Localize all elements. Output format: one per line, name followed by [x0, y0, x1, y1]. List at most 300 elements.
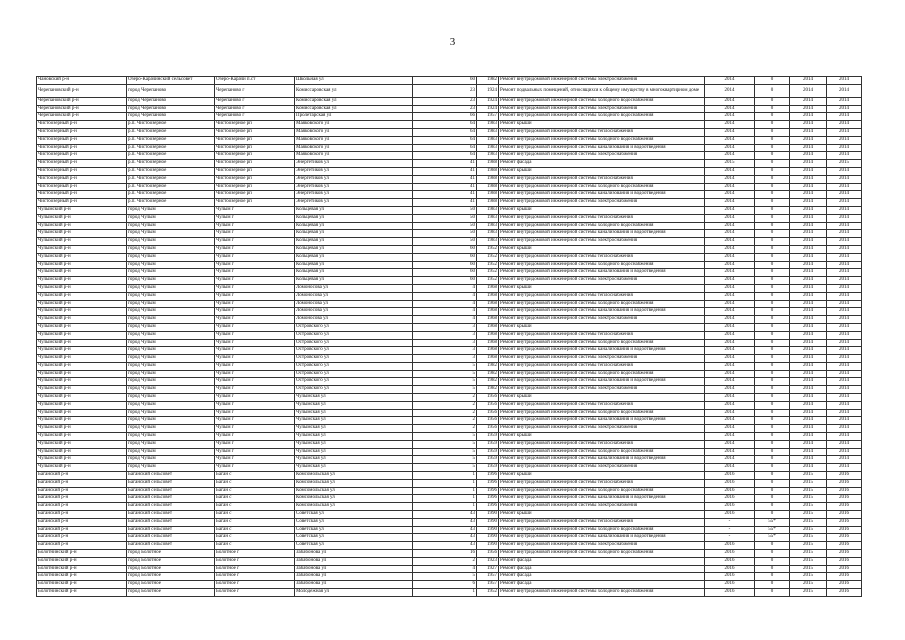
year-start-cell: 2014	[790, 433, 827, 441]
district-cell: Болотнинский р-н	[37, 557, 127, 565]
municipality-cell: город Черепаново	[127, 105, 215, 113]
year-built-cell: 1988	[477, 160, 499, 168]
work-type-cell: Ремонт внутридомовой инженерной системы холодного водоснабжения	[499, 370, 705, 378]
street-cell: Пролетарская ул	[295, 113, 413, 121]
cost-cell: 0	[755, 511, 790, 519]
locality-cell: Чистоозерное рп	[215, 136, 295, 144]
cost-cell: 0	[755, 97, 790, 105]
house-number-cell: 5	[413, 362, 477, 370]
cost-cell: 0	[755, 308, 790, 316]
year-built-cell: 1990	[477, 542, 499, 550]
municipality-cell: город Черепаново	[127, 97, 215, 105]
locality-cell: Чулым г	[215, 355, 295, 363]
year-end-cell: 2014	[827, 386, 862, 394]
year-built-cell: 1988	[477, 191, 499, 199]
year-start-cell: 2015	[790, 550, 827, 558]
year-built-cell: 1996	[477, 472, 499, 480]
year-end-cell: 2014	[827, 308, 862, 316]
house-number-cell: 3	[413, 339, 477, 347]
year-end-cell: 2014	[827, 167, 862, 175]
district-cell: Чулымский р-н	[37, 206, 127, 214]
locality-cell: Баган с	[215, 487, 295, 495]
year-start-cell: 2015	[790, 542, 827, 550]
house-number-cell: 64	[413, 136, 477, 144]
deadline-cell: 2014	[705, 409, 755, 417]
table-row	[37, 261, 862, 269]
year-built-cell: 1959	[477, 433, 499, 441]
deadline-cell: 2014	[705, 144, 755, 152]
year-end-cell: 2015	[827, 160, 862, 168]
year-end-cell: 2014	[827, 440, 862, 448]
deadline-cell: 2014	[705, 199, 755, 207]
locality-cell: Чулым г	[215, 378, 295, 386]
year-start-cell: 2014	[790, 417, 827, 425]
house-number-cell: 2	[413, 425, 477, 433]
year-start-cell: 2015	[790, 495, 827, 503]
work-type-cell: Ремонт внутридомовой инженерной системы канализования и водоотведения	[499, 230, 705, 238]
year-built-cell: 1968	[477, 300, 499, 308]
year-start-cell: 2014	[790, 401, 827, 409]
deadline-cell: 2016	[705, 557, 755, 565]
table-row	[37, 206, 862, 214]
house-number-cell: 3	[413, 347, 477, 355]
street-cell: Островского ул	[295, 370, 413, 378]
table-row	[37, 175, 862, 183]
table-row	[37, 589, 862, 597]
year-built-cell: 1957	[477, 113, 499, 121]
deadline-cell: 2014	[705, 386, 755, 394]
street-cell: Молодёжная ул	[295, 589, 413, 597]
district-cell: Баганский р-н	[37, 479, 127, 487]
house-number-cell: 4	[413, 565, 477, 573]
street-cell: Энергетиков ул	[295, 199, 413, 207]
locality-cell: Чулым г	[215, 316, 295, 324]
work-type-cell: Ремонт внутридомовой инженерной системы электроснабжения	[499, 464, 705, 472]
street-cell: Чулымская ул	[295, 464, 413, 472]
locality-cell: Черепаново г	[215, 84, 295, 97]
year-end-cell: 2014	[827, 261, 862, 269]
deadline-cell: 2014	[705, 269, 755, 277]
house-number-cell: 50	[413, 206, 477, 214]
year-end-cell: 2016	[827, 573, 862, 581]
district-cell: Чулымский р-н	[37, 277, 127, 285]
district-cell: Болотнинский р-н	[37, 581, 127, 589]
table-row	[37, 573, 862, 581]
cost-cell: 0	[755, 581, 790, 589]
municipality-cell: город Чулым	[127, 308, 215, 316]
year-start-cell: 2014	[790, 199, 827, 207]
locality-cell: Чулым г	[215, 401, 295, 409]
street-cell: Советская ул	[295, 534, 413, 542]
year-built-cell: 1988	[477, 183, 499, 191]
street-cell: Чулымская ул	[295, 433, 413, 441]
street-cell: Островского ул	[295, 331, 413, 339]
cost-cell: 0	[755, 84, 790, 97]
table-row	[37, 214, 862, 222]
year-start-cell: 2015	[790, 472, 827, 480]
street-cell: Маяковского ул	[295, 152, 413, 160]
district-cell: Чулымский р-н	[37, 308, 127, 316]
locality-cell: Чулым г	[215, 362, 295, 370]
locality-cell: Чулым г	[215, 433, 295, 441]
district-cell: Чулымский р-н	[37, 284, 127, 292]
year-start-cell: 2015	[790, 534, 827, 542]
street-cell: Забабонова ул	[295, 550, 413, 558]
cost-cell: 0	[755, 495, 790, 503]
deadline-cell: 2014	[705, 277, 755, 285]
house-number-cell: 60	[413, 245, 477, 253]
work-type-cell: Ремонт внутридомовой инженерной системы канализования и водоотведения	[499, 495, 705, 503]
deadline-cell: -	[705, 518, 755, 526]
locality-cell: Болотное г	[215, 589, 295, 597]
municipality-cell: город Болотное	[127, 550, 215, 558]
locality-cell: Чулым г	[215, 308, 295, 316]
municipality-cell: р.п. Чистоозерное	[127, 152, 215, 160]
street-cell: Ломоносова ул	[295, 308, 413, 316]
cost-cell: 0	[755, 456, 790, 464]
work-type-cell: Ремонт внутридомовой инженерной системы электроснабжения	[499, 425, 705, 433]
municipality-cell: город Чулым	[127, 230, 215, 238]
table-row	[37, 105, 862, 113]
year-end-cell: 2014	[827, 347, 862, 355]
cost-cell: 0	[755, 183, 790, 191]
year-start-cell: 2014	[790, 355, 827, 363]
district-cell: Чулымский р-н	[37, 214, 127, 222]
work-type-cell: Ремонт внутридомовой инженерной системы электроснабжения	[499, 503, 705, 511]
deadline-cell: 2014	[705, 167, 755, 175]
work-type-cell: Ремонт внутридомовой инженерной системы холодного водоснабжения	[499, 550, 705, 558]
work-type-cell: Ремонт фасада	[499, 160, 705, 168]
street-cell: Чулымская ул	[295, 456, 413, 464]
table-row	[37, 503, 862, 511]
work-type-cell: Ремонт фасада	[499, 581, 705, 589]
table-row	[37, 362, 862, 370]
house-number-cell: 5	[413, 433, 477, 441]
district-cell: Чулымский р-н	[37, 464, 127, 472]
street-cell: Кольцевая ул	[295, 277, 413, 285]
cost-cell: 0	[755, 370, 790, 378]
year-start-cell: 2014	[790, 222, 827, 230]
year-built-cell: 1952	[477, 253, 499, 261]
work-type-cell: Ремонт внутридомовой инженерной системы канализования и водоотведения	[499, 308, 705, 316]
year-start-cell: 2014	[790, 245, 827, 253]
year-start-cell: 2014	[790, 300, 827, 308]
municipality-cell: Баганский сельсовет	[127, 511, 215, 519]
year-start-cell: 2014	[790, 113, 827, 121]
district-cell: Болотнинский р-н	[37, 565, 127, 573]
street-cell: Кольцевая ул	[295, 245, 413, 253]
deadline-cell: 2014	[705, 300, 755, 308]
district-cell: Чулымский р-н	[37, 292, 127, 300]
house-number-cell: 41	[413, 167, 477, 175]
street-cell: Островского ул	[295, 339, 413, 347]
year-built-cell: 1983	[477, 238, 499, 246]
year-start-cell: 2014	[790, 191, 827, 199]
year-built-cell: 1968	[477, 284, 499, 292]
district-cell: Баганский р-н	[37, 511, 127, 519]
municipality-cell: город Чулым	[127, 339, 215, 347]
table-row	[37, 581, 862, 589]
year-start-cell: 2015	[790, 479, 827, 487]
work-type-cell: Ремонт крыши	[499, 433, 705, 441]
year-start-cell: 2014	[790, 362, 827, 370]
year-built-cell: 1959	[477, 448, 499, 456]
deadline-cell: 2016	[705, 495, 755, 503]
street-cell: Кольцевая ул	[295, 206, 413, 214]
cost-cell: 0	[755, 105, 790, 113]
house-number-cell: 5	[413, 573, 477, 581]
street-cell: Чулымская ул	[295, 440, 413, 448]
locality-cell: Черепаново г	[215, 113, 295, 121]
table-row	[37, 394, 862, 402]
deadline-cell: 2014	[705, 245, 755, 253]
year-start-cell: 2014	[790, 214, 827, 222]
municipality-cell: город Болотное	[127, 581, 215, 589]
district-cell: Чулымский р-н	[37, 409, 127, 417]
municipality-cell: Озеро-Карачинский сельсовет	[127, 77, 215, 85]
deadline-cell: 2016	[705, 581, 755, 589]
deadline-cell: 2016	[705, 479, 755, 487]
street-cell: Маяковского ул	[295, 128, 413, 136]
year-built-cell: 1952	[477, 245, 499, 253]
cost-cell: 0	[755, 557, 790, 565]
locality-cell: Черепаново г	[215, 97, 295, 105]
street-cell: Советская ул	[295, 518, 413, 526]
district-cell: Чулымский р-н	[37, 386, 127, 394]
table-row	[37, 199, 862, 207]
district-cell: Баганский р-н	[37, 487, 127, 495]
district-cell: Чулымский р-н	[37, 347, 127, 355]
district-cell: Чулымский р-н	[37, 456, 127, 464]
street-cell: Комиссаровская ул	[295, 84, 413, 97]
year-built-cell: 1968	[477, 316, 499, 324]
work-type-cell: Ремонт внутридомовой инженерной системы теплоснабжения	[499, 214, 705, 222]
cost-cell: 0	[755, 394, 790, 402]
locality-cell: Болотное г	[215, 550, 295, 558]
house-number-cell: 6	[413, 581, 477, 589]
district-cell: Чулымский р-н	[37, 394, 127, 402]
year-built-cell: 1982	[477, 386, 499, 394]
table-row	[37, 277, 862, 285]
year-start-cell: 2014	[790, 97, 827, 105]
house-number-cell: 1	[413, 589, 477, 597]
street-cell: Чулымская ул	[295, 448, 413, 456]
house-number-cell: 50	[413, 230, 477, 238]
cost-cell: 0	[755, 245, 790, 253]
house-number-cell: 41	[413, 183, 477, 191]
year-start-cell: 2014	[790, 440, 827, 448]
deadline-cell: 2014	[705, 448, 755, 456]
district-cell: Чистоозерный р-н	[37, 160, 127, 168]
year-end-cell: 2014	[827, 292, 862, 300]
year-end-cell: 2014	[827, 362, 862, 370]
year-start-cell: 2014	[790, 323, 827, 331]
municipality-cell: город Чулым	[127, 401, 215, 409]
municipality-cell: город Чулым	[127, 214, 215, 222]
cost-cell: 0	[755, 214, 790, 222]
cost-cell: 0	[755, 440, 790, 448]
locality-cell: Баган с	[215, 518, 295, 526]
year-built-cell: 1924	[477, 84, 499, 97]
cost-cell: 0	[755, 152, 790, 160]
table-row	[37, 542, 862, 550]
work-type-cell: Ремонт внутридомовой инженерной системы теплоснабжения	[499, 175, 705, 183]
year-end-cell: 2014	[827, 331, 862, 339]
district-cell: Чулымский р-н	[37, 323, 127, 331]
cost-cell: 0	[755, 113, 790, 121]
year-end-cell: 2016	[827, 518, 862, 526]
locality-cell: Чулым г	[215, 300, 295, 308]
district-cell: Чулымский р-н	[37, 433, 127, 441]
locality-cell: Чистоозерное рп	[215, 191, 295, 199]
page-number: 3	[449, 36, 456, 48]
work-type-cell: Ремонт внутридомовой инженерной системы канализования и водоотведения	[499, 144, 705, 152]
house-number-cell: 3	[413, 355, 477, 363]
house-number-cell: 23	[413, 84, 477, 97]
year-end-cell: 2016	[827, 589, 862, 597]
year-built-cell: 1968	[477, 355, 499, 363]
house-number-cell: 2	[413, 401, 477, 409]
municipality-cell: Баганский сельсовет	[127, 495, 215, 503]
deadline-cell: 2014	[705, 464, 755, 472]
deadline-cell: 2014	[705, 84, 755, 97]
year-end-cell: 2016	[827, 472, 862, 480]
locality-cell: Чистоозерное рп	[215, 183, 295, 191]
table-row	[37, 113, 862, 121]
work-type-cell: Ремонт внутридомовой инженерной системы холодного водоснабжения	[499, 487, 705, 495]
deadline-cell: 2016	[705, 503, 755, 511]
year-end-cell: 2014	[827, 144, 862, 152]
municipality-cell: город Чулым	[127, 464, 215, 472]
district-cell: Чистоозерный р-н	[37, 144, 127, 152]
street-cell: Школьная ул	[295, 77, 413, 85]
work-type-cell: Ремонт подвальных помещений, относящихся к общему имуществу в многоквартирном доме	[499, 84, 705, 97]
table-row	[37, 269, 862, 277]
table-row	[37, 464, 862, 472]
table-row	[37, 323, 862, 331]
year-start-cell: 2014	[790, 378, 827, 386]
cost-cell: 0	[755, 238, 790, 246]
year-end-cell: 2014	[827, 214, 862, 222]
street-cell: Кольцевая ул	[295, 269, 413, 277]
table-row	[37, 144, 862, 152]
locality-cell: Чулым г	[215, 284, 295, 292]
year-start-cell: 2014	[790, 136, 827, 144]
year-built-cell: 1959	[477, 456, 499, 464]
municipality-cell: город Чулым	[127, 323, 215, 331]
work-type-cell: Ремонт внутридомовой инженерной системы электроснабжения	[499, 152, 705, 160]
year-start-cell: 2014	[790, 386, 827, 394]
municipality-cell: город Чулым	[127, 284, 215, 292]
locality-cell: Чулым г	[215, 417, 295, 425]
house-number-cell: 41	[413, 191, 477, 199]
year-end-cell: 2014	[827, 128, 862, 136]
cost-cell: 0	[755, 589, 790, 597]
year-built-cell: 1957	[477, 573, 499, 581]
street-cell: Энергетиков ул	[295, 175, 413, 183]
year-end-cell: 2014	[827, 269, 862, 277]
municipality-cell: город Болотное	[127, 565, 215, 573]
year-built-cell: 1956	[477, 401, 499, 409]
municipality-cell: город Чулым	[127, 347, 215, 355]
district-cell: Баганский р-н	[37, 518, 127, 526]
year-start-cell: 2014	[790, 448, 827, 456]
year-end-cell: 2016	[827, 565, 862, 573]
year-start-cell: 2014	[790, 84, 827, 97]
table-row	[37, 456, 862, 464]
district-cell: Чистоозерный р-н	[37, 136, 127, 144]
locality-cell: Чулым г	[215, 292, 295, 300]
year-end-cell: 2014	[827, 370, 862, 378]
table-row	[37, 160, 862, 168]
municipality-cell: город Чулым	[127, 277, 215, 285]
house-number-cell: 2	[413, 417, 477, 425]
year-end-cell: 2016	[827, 479, 862, 487]
district-cell: Чистоозерный р-н	[37, 183, 127, 191]
table-row	[37, 386, 862, 394]
repair-table	[36, 76, 862, 597]
municipality-cell: р.п. Чистоозерное	[127, 175, 215, 183]
locality-cell: Чистоозерное рп	[215, 144, 295, 152]
house-number-cell: 43	[413, 511, 477, 519]
year-built-cell: 1956	[477, 409, 499, 417]
work-type-cell: Ремонт внутридомовой инженерной системы теплоснабжения	[499, 362, 705, 370]
house-number-cell: 23	[413, 105, 477, 113]
street-cell: Ломоносова ул	[295, 300, 413, 308]
municipality-cell: город Чулым	[127, 253, 215, 261]
district-cell: Чулымский р-н	[37, 238, 127, 246]
year-start-cell: 2014	[790, 238, 827, 246]
table-row	[37, 77, 862, 85]
year-end-cell: 2014	[827, 355, 862, 363]
municipality-cell: город Чулым	[127, 261, 215, 269]
year-start-cell: 2014	[790, 253, 827, 261]
house-number-cell: 64	[413, 128, 477, 136]
locality-cell: Баган с	[215, 472, 295, 480]
street-cell: Комсомольская ул	[295, 472, 413, 480]
district-cell: Болотнинский р-н	[37, 589, 127, 597]
year-end-cell: 2014	[827, 105, 862, 113]
street-cell: Маяковского ул	[295, 136, 413, 144]
deadline-cell: 2014	[705, 440, 755, 448]
work-type-cell: Ремонт внутридомовой инженерной системы теплоснабжения	[499, 479, 705, 487]
district-cell: Черепановский р-н	[37, 113, 127, 121]
cost-cell: 0	[755, 121, 790, 129]
year-built-cell: 1952	[477, 589, 499, 597]
district-cell: Черепановский р-н	[37, 105, 127, 113]
street-cell: Кольцевая ул	[295, 261, 413, 269]
municipality-cell: город Чулым	[127, 362, 215, 370]
municipality-cell: город Болотное	[127, 589, 215, 597]
deadline-cell: 2016	[705, 542, 755, 550]
street-cell: Энергетиков ул	[295, 167, 413, 175]
municipality-cell: город Чулым	[127, 331, 215, 339]
locality-cell: Чулым г	[215, 394, 295, 402]
work-type-cell: Ремонт внутридомовой инженерной системы холодного водоснабжения	[499, 339, 705, 347]
cost-cell: 0	[755, 191, 790, 199]
year-end-cell: 2014	[827, 409, 862, 417]
municipality-cell: город Чулым	[127, 378, 215, 386]
year-end-cell: 2014	[827, 175, 862, 183]
table-row	[37, 331, 862, 339]
cost-cell: 0	[755, 144, 790, 152]
street-cell: Комсомольская ул	[295, 503, 413, 511]
deadline-cell: 2016	[705, 589, 755, 597]
street-cell: Островского ул	[295, 386, 413, 394]
deadline-cell: 2016	[705, 550, 755, 558]
locality-cell: Болотное г	[215, 573, 295, 581]
locality-cell: Чулым г	[215, 440, 295, 448]
